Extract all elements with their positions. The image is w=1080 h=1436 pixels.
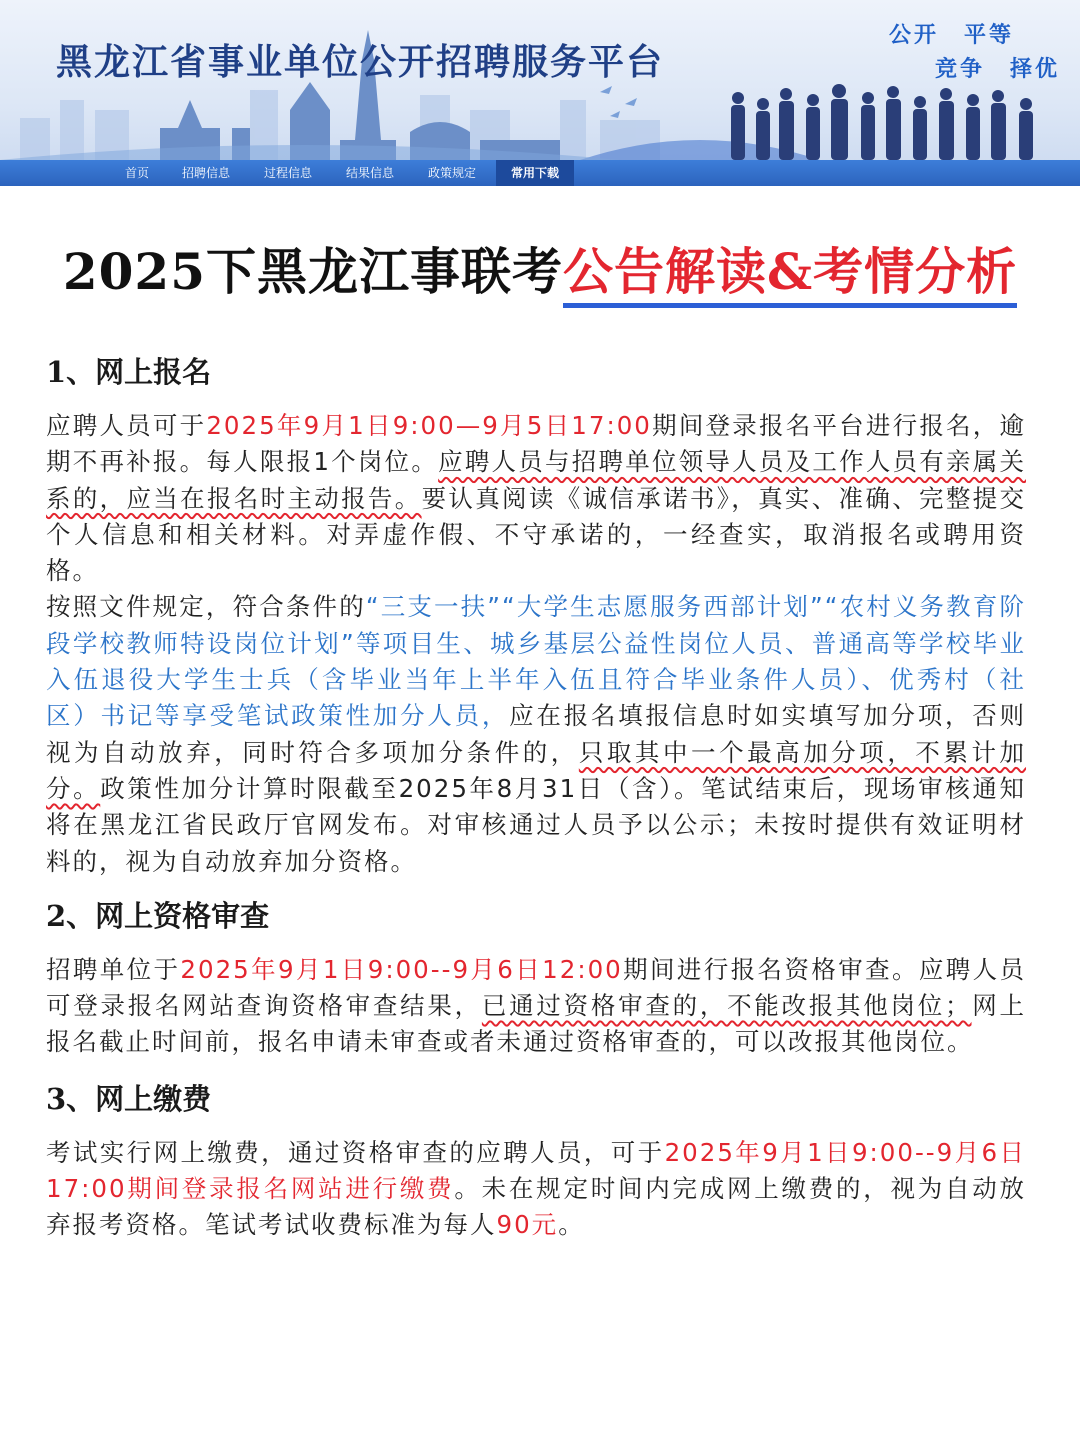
emphasis-text: 只取其中一个最高加分项，不累计加分。 [46,737,1027,803]
nav-downloads[interactable]: 常用下载 [496,160,574,186]
page-title-prefix: 2025下黑龙江事联考 [62,242,563,301]
text: 招聘单位于 [46,954,181,984]
text: 要认真阅读《诚信承诺书》，真实、准确、完整提交个人信息和相关材料。对弄虚作假、不守承诺的，一经查实，取消报名或聘用资格。 [46,483,1027,586]
emphasis-text: 应聘人员与招聘单位领导人员及工作人员有亲属关系的，应当在报名时主动报告。 [46,447,1026,513]
page-title-highlight: 公告解读&考情分析 [563,242,1017,308]
nav-result-info[interactable]: 结果信息 [345,166,394,180]
slogan-line-1: 公开 平等 [888,23,1014,48]
bonus-eligible-groups: “三支一扶”“大学生志愿服务西部计划”“农村义务教育阶段学校教师特设岗位计划”等项目生、城乡基层公益性岗位人员、普通高等学校毕业入伍退役大学生士兵（含毕业当年上半年入伍且符合毕业条件人员）、优秀村（社区）书记等享受笔试政策性加分人员， [46,592,1026,731]
text: 期间进行报名资格审查。应聘人员可登录报名网站查询资格审查结果， [46,954,1027,1021]
page-title [0,232,1080,304]
text: 期间登录报名平台进行报名，逾期不再补报。每人限报1个岗位。 [46,411,1027,477]
text: 按照文件规定，符合条件的 [46,592,366,622]
registration-paragraph-1 [46,408,1026,589]
section-heading-review: 2、网上资格审查 [46,898,270,933]
emphasis-text: 已通过资格审查的，不能改报其他岗位； [481,991,972,1021]
text: 考试实行网上缴费，通过资格审查的应聘人员，可于 [46,1137,665,1167]
text: 政策性加分计算时限截至2025年8月31日（含）。笔试结束后，现场审核通知将在黑龙江省民政厅官网发布。对审核通过人员予以公示；未按时提供有效证明材料的，视为自动放弃加分资格。 [46,773,1026,876]
text: 应聘人员可于 [46,411,207,440]
article-body [46,350,1026,1244]
registration-paragraph-2 [46,589,1026,879]
text: 网上报名截止时间前，报名申请未审查或者未通过资格审查的，可以改报其他岗位。 [46,991,1027,1057]
payment-period: 2025年9月1日9:00--9月6日17:00期间登录报名网站进行缴费 [46,1137,1027,1204]
nav-policy[interactable]: 政策规定 [427,166,476,180]
section-heading-registration: 1、网上报名 [46,355,212,389]
doves-icon [600,86,637,118]
site-title: 黑龙江省事业单位公开招聘服务平台 [56,42,665,83]
header-banner [0,0,1080,186]
payment-paragraph [46,1135,1026,1244]
nav-recruit-info[interactable]: 招聘信息 [181,166,230,180]
registration-period: 2025年9月1日9:00—9月5日17:00 [206,411,652,440]
slogan-line-2: 竞争 择优 [934,57,1060,82]
text: 。 [558,1210,585,1240]
main-nav [0,160,1080,186]
exam-fee: 90元 [496,1210,559,1240]
review-period: 2025年9月1日9:00--9月6日12:00 [180,954,623,984]
section-heading-payment: 3、网上缴费 [46,1081,212,1116]
text: 。未在规定时间内完成网上缴费的，视为自动放弃报考资格。笔试考试收费标准为每人 [46,1174,1027,1240]
text: 应在报名填报信息时如实填写加分项，否则视为自动放弃，同时符合多项加分条件的， [46,701,1027,767]
nav-process-info[interactable]: 过程信息 [263,166,312,180]
review-paragraph [46,952,1026,1061]
nav-home[interactable]: 首页 [124,166,149,180]
